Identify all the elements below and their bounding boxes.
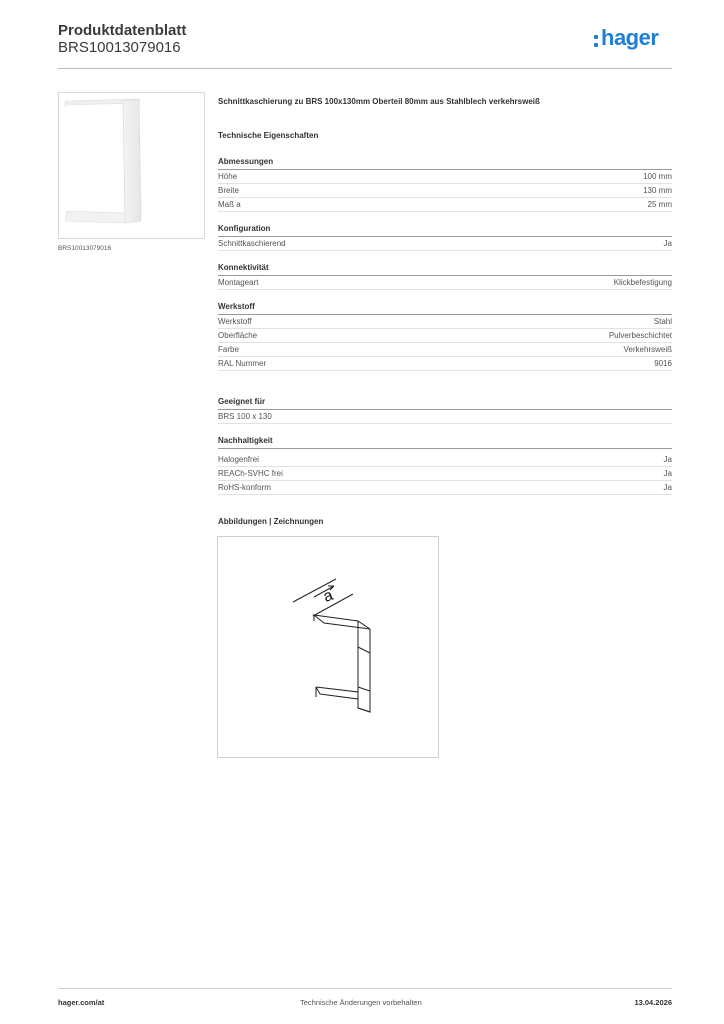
- property-row: [218, 197, 672, 212]
- property-row: [218, 409, 672, 424]
- property-label: Schnittkaschierend: [218, 238, 286, 248]
- product-description: Schnittkaschierung zu BRS 100x130mm Oberteil 80mm aus Stahlblech verkehrsweiß: [218, 97, 540, 106]
- technical-drawing-graphic: [218, 537, 438, 757]
- property-value: Ja: [663, 238, 672, 248]
- footer-date: 13.04.2026: [634, 998, 672, 1007]
- property-label: REACh-SVHC frei: [218, 468, 283, 478]
- property-label: RAL Nummer: [218, 358, 267, 368]
- property-value: Pulverbeschichtet: [608, 330, 672, 340]
- group-heading-abmessungen: Abmessungen: [218, 157, 672, 170]
- property-value: Ja: [663, 468, 672, 478]
- footer-divider: [58, 988, 672, 989]
- logo-dots: [594, 33, 599, 49]
- property-value: Klickbefestigung: [613, 277, 672, 287]
- property-label: RoHS-konform: [218, 482, 271, 492]
- page-title: Produktdatenblatt: [58, 22, 187, 39]
- product-number: BRS10013079016: [58, 39, 181, 56]
- footer-website-link[interactable]: hager.com/at: [58, 998, 105, 1007]
- property-row: [218, 183, 672, 198]
- property-label: Breite: [218, 185, 239, 195]
- drawings-heading: Abbildungen | Zeichnungen: [218, 517, 324, 526]
- property-row: [218, 314, 672, 329]
- property-row: [218, 275, 672, 290]
- group-heading-werkstoff: Werkstoff: [218, 302, 672, 315]
- property-row: [218, 452, 672, 467]
- property-row: [218, 328, 672, 343]
- group-heading-geeignet-fuer: Geeignet für: [218, 397, 672, 410]
- logo-text: hager: [601, 25, 659, 50]
- property-row: [218, 356, 672, 371]
- property-label: Montageart: [218, 277, 259, 287]
- product-image: [58, 92, 205, 239]
- property-value: Verkehrsweiß: [623, 344, 672, 354]
- technical-drawing: [217, 536, 439, 758]
- property-label: Maß a: [218, 199, 241, 209]
- property-value: 130 mm: [643, 185, 672, 195]
- property-row: [218, 169, 672, 184]
- property-value: Stahl: [653, 316, 672, 326]
- property-label: Halogenfrei: [218, 454, 259, 464]
- property-value: Ja: [663, 454, 672, 464]
- property-value: 9016: [654, 358, 672, 368]
- dimension-label-a: a: [321, 586, 336, 606]
- header-divider: [58, 68, 672, 69]
- property-label: BRS 100 x 130: [218, 411, 272, 421]
- property-row: [218, 480, 672, 495]
- group-heading-konfiguration: Konfiguration: [218, 224, 672, 237]
- image-caption: BRS10013079016: [58, 245, 112, 252]
- footer-notice: Technische Änderungen vorbehalten: [300, 998, 422, 1007]
- product-image-graphic: [59, 93, 204, 238]
- property-row: [218, 342, 672, 357]
- group-heading-konnektivitaet: Konnektivität: [218, 263, 672, 276]
- property-row: [218, 236, 672, 251]
- property-value: 25 mm: [647, 199, 672, 209]
- hager-logo: [594, 27, 674, 57]
- property-label: Höhe: [218, 171, 238, 181]
- property-value: 100 mm: [643, 171, 672, 181]
- tech-properties-heading: Technische Eigenschaften: [218, 131, 319, 140]
- property-label: Oberfläche: [218, 330, 258, 340]
- property-value: Ja: [663, 482, 672, 492]
- group-heading-nachhaltigkeit: Nachhaltigkeit: [218, 436, 672, 449]
- property-label: Farbe: [218, 344, 239, 354]
- property-label: Werkstoff: [218, 316, 252, 326]
- property-row: [218, 466, 672, 481]
